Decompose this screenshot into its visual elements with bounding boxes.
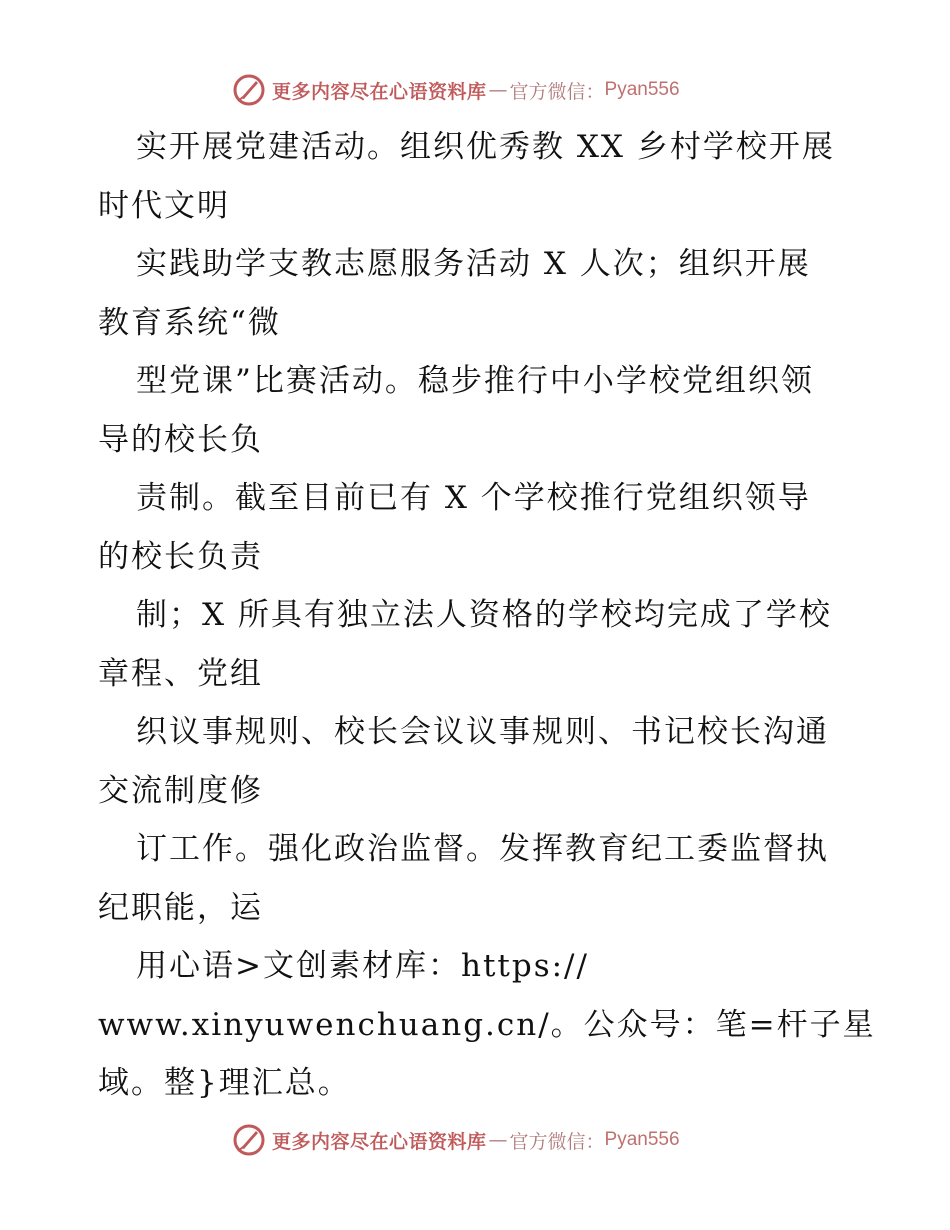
banner-dash: —: [488, 79, 508, 101]
text-line: 章程、党组: [98, 655, 263, 692]
text-line: 订工作。强化政治监督。发挥教育纪工委监督执: [136, 831, 829, 867]
banner-wechat-id: Pyan556: [604, 1129, 680, 1150]
banner-wechat-id: Pyan556: [604, 79, 680, 100]
text-line: 时代文明: [98, 187, 230, 224]
text-line: 纪职能，运: [98, 889, 263, 926]
text-line: 教育系统“微: [98, 304, 281, 341]
text-line: 域。整}理汇总。: [98, 1065, 351, 1101]
footer-banner: [232, 1120, 732, 1160]
text-line: 制；X 所具有独立法人资格的学校均完成了学校: [136, 597, 832, 633]
text-line: www.xinyuwenchuang.cn/。公众号：笔=杆子星: [98, 1006, 876, 1043]
document-body: [98, 118, 876, 1113]
text-line: 用心语>文创素材库：https://: [136, 948, 589, 984]
text-line: 交流制度修: [98, 772, 263, 809]
text-line: 织议事规则、校长会议议事规则、书记校长沟通: [136, 714, 829, 750]
banner-title: 更多内容尽在心语资料库: [272, 80, 487, 103]
banner-title: 更多内容尽在心语资料库: [272, 1130, 487, 1153]
text-line: 实践助学支教志愿服务活动 X 人次；组织开展: [136, 246, 811, 282]
feather-pen-logo-icon: [232, 1123, 266, 1157]
feather-pen-logo-icon: [232, 73, 266, 107]
text-line: 导的校长负: [98, 421, 263, 458]
banner-dash: —: [488, 1129, 508, 1151]
text-line: 型党课”比赛活动。稳步推行中小学校党组织领: [136, 363, 814, 399]
text-line: 责制。截至目前已有 X 个学校推行党组织领导: [136, 480, 811, 516]
banner-wechat-label: 官方微信：: [509, 80, 605, 103]
text-line: 实开展党建活动。组织优秀教 XX 乡村学校开展: [136, 129, 835, 165]
header-banner: [232, 70, 732, 110]
text-line: 的校长负责: [98, 538, 263, 575]
banner-wechat-label: 官方微信：: [509, 1130, 605, 1153]
